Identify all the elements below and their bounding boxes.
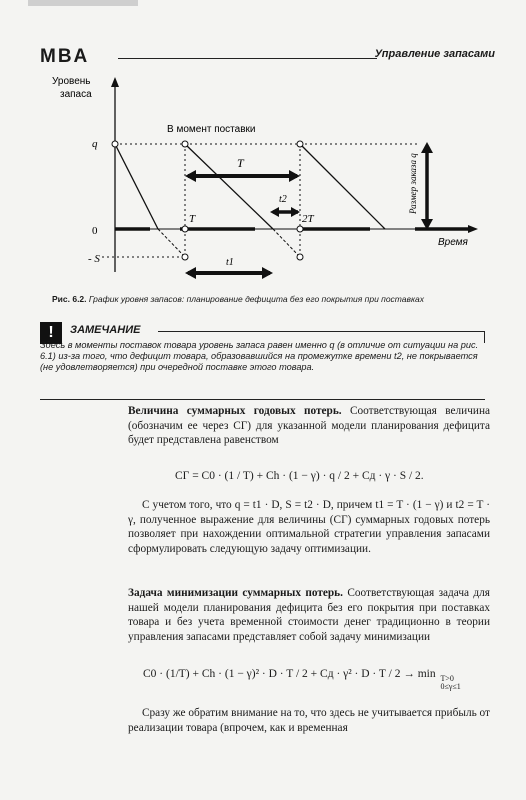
inventory-graph [30, 72, 500, 302]
delivery-moment-label: В момент поставки [167, 124, 256, 135]
T-arrow-left [185, 170, 196, 182]
order-size-arrow-top [421, 142, 433, 153]
paragraph1-text: Соответствующая величина (обозначим ее через CГ) для указанной модели планирования дефицита будет представлена равенством [128, 405, 490, 446]
label-2T-point: 2T [302, 213, 314, 225]
figure-caption [52, 294, 492, 304]
delivery-point-0-2 [297, 226, 303, 232]
exclamation-icon: ! [40, 322, 62, 344]
deficit-dashes-1 [158, 229, 185, 257]
note-title: ЗАМЕЧАНИЕ [70, 324, 141, 336]
formula2-subscript-2: 0≤γ≤1 [440, 682, 461, 691]
deficit-dashes-2 [273, 229, 300, 257]
label-t2: t2 [279, 194, 287, 205]
label-q: q [92, 138, 98, 150]
delivery-point-s-2 [297, 254, 303, 260]
depletion-line-2 [185, 144, 273, 229]
label-minus-s: - S [88, 253, 100, 265]
paragraph-substitution [128, 498, 490, 556]
section-title: Управление запасами [374, 48, 495, 60]
label-t1: t1 [226, 257, 234, 268]
page-top-strip [28, 0, 138, 6]
paragraph3-heading: Задача минимизации суммарных потерь. [128, 587, 343, 599]
paragraph3-text: Соответствующая задача для нашей модели планирования дефицита без его покрытия при поставках товара и без учета временной стоимости денег традиционно в теории управления запасами представляет собой задачу минимизации [128, 587, 490, 643]
delivery-point-q-2 [297, 141, 303, 147]
paragraph2-text: С учетом того, что q = t1 · D, S = t2 · D, причем t1 = T · (1 − γ) и t2 = T · γ, полученное выражение для величины (CГ) суммарных годовых потерь позволяет при нахождении оптимальной стратегии управления запасами сформулировать следующую задачу оптимизации. [128, 499, 490, 555]
T-arrow-right [289, 170, 300, 182]
formula-total-losses: CГ = C0 · (1 / T) + Ch · (1 − γ) · q / 2 + Cд · γ · S / 2. [175, 470, 424, 482]
order-size-label: Размер заказа q [408, 153, 418, 214]
paragraph-profit-note [128, 706, 490, 735]
header-rule [118, 58, 377, 59]
t1-arrow-right [262, 267, 273, 279]
caption-number: Рис. 6.2. [52, 294, 87, 304]
formula2-main: C0 · (1/T) + Ch · (1 − γ)² · D · T / 2 + Cд · γ² · D · T / 2 → min [143, 668, 436, 680]
y-axis-label-line2: запаса [60, 89, 92, 100]
formula2-subscript-1: T>0 [440, 674, 454, 683]
page-header [40, 46, 495, 66]
label-zero: 0 [92, 225, 98, 237]
book-logo: MBA [40, 46, 90, 67]
paragraph4-text: Сразу же обратим внимание на то, что здесь не учитывается прибыль от реализации товара (впрочем, как и временная [128, 707, 490, 734]
formula-minimization [143, 668, 461, 691]
t2-arrow-right [291, 207, 300, 217]
note-rule-right [484, 331, 485, 343]
inventory-level-figure [30, 72, 500, 302]
paragraph-minimization [128, 586, 490, 644]
paragraph1-heading: Величина суммарных годовых потерь. [128, 405, 342, 417]
label-T-interval: T [237, 156, 244, 170]
y-axis-arrow [111, 77, 119, 87]
note-rule-bottom [40, 399, 485, 400]
y-axis-label [52, 76, 93, 100]
y-axis-label-line1: Уровень [52, 76, 91, 87]
t2-arrow-left [270, 207, 279, 217]
caption-text: График уровня запасов: планирование дефицита без его покрытия при поставках [88, 294, 424, 304]
label-T-point: T [189, 213, 196, 225]
delivery-point-q-1 [182, 141, 188, 147]
t1-arrow-left [185, 267, 196, 279]
x-axis-label: Время [438, 237, 468, 248]
note-text: Здесь в моменты поставок товара уровень запаса равен именно q (в отличие от ситуации на рис. 6.1) из-за того, что дефицит товара, образовавшийся на промежутке времени t2, не покрывается (не удовлетворяется) при очередной поставке этого товара. [40, 340, 479, 372]
start-point-q [112, 141, 118, 147]
depletion-line-1 [115, 144, 158, 229]
delivery-point-0-1 [182, 226, 188, 232]
delivery-point-s-1 [182, 254, 188, 260]
note-box [40, 322, 490, 404]
paragraph-total-losses [128, 404, 490, 448]
note-rule-top [158, 331, 485, 332]
